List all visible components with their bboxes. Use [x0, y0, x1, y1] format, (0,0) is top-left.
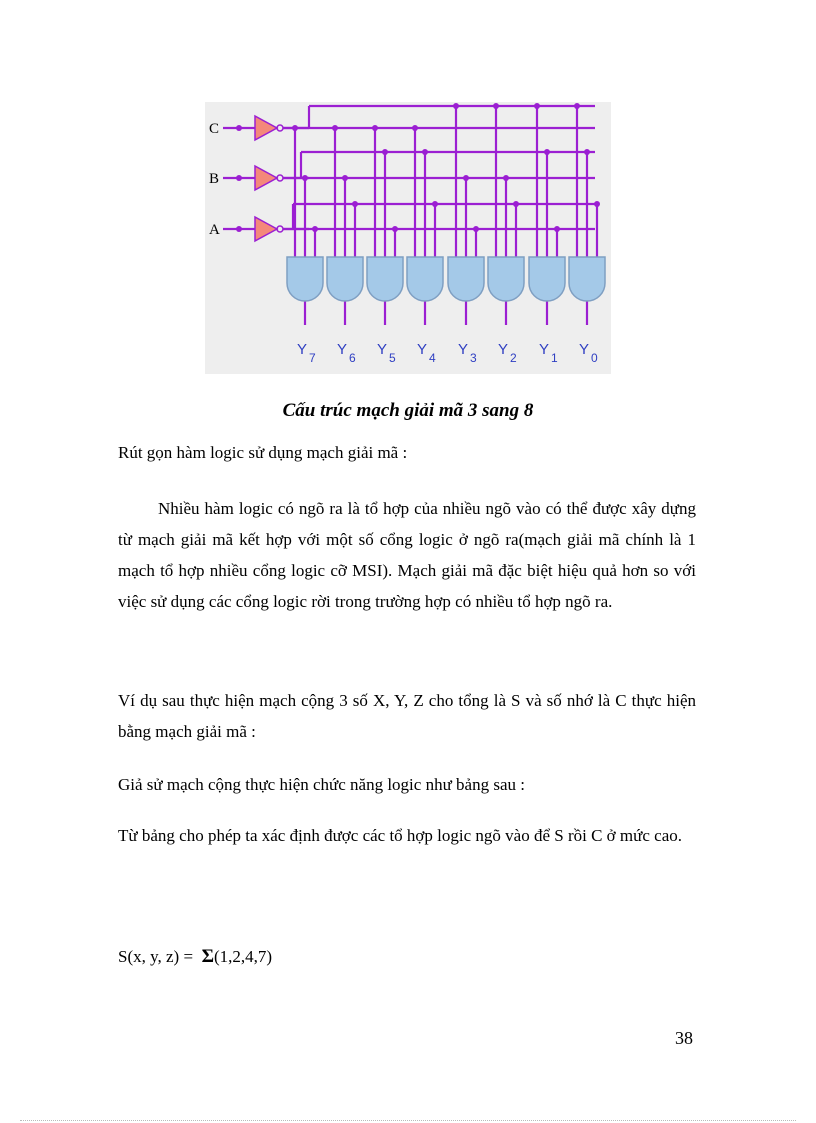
and-gate-y0 [569, 257, 605, 301]
and-gate-y2 [488, 257, 524, 301]
junction-dot [422, 149, 428, 155]
and-gate-y7 [287, 257, 323, 301]
paragraph-assumption: Giả sử mạch cộng thực hiện chức năng logic như bảng sau : [118, 775, 525, 794]
page-bottom-border [20, 1120, 796, 1121]
output-label-y4: Y $_4$ [417, 341, 436, 365]
junction-dot [236, 226, 242, 232]
paragraph-intro: Rút gọn hàm logic sử dụng mạch giải mã : [118, 443, 408, 462]
paragraph-table-note: Từ bảng cho phép ta xác định được các tổ hợp logic ngõ vào để S rồi C ở mức cao. [118, 826, 682, 845]
output-label-y1: Y $_1$ [539, 341, 558, 365]
paragraph-example: Ví dụ sau thực hiện mạch cộng 3 số X, Y, Z cho tổng là S và số nhớ là C thực hiện bằng mạch giải mã : [118, 691, 696, 741]
junction-dot [392, 226, 398, 232]
and-gate-y4 [407, 257, 443, 301]
output-label-y7: Y $_7$ [297, 341, 316, 365]
junction-dot [574, 103, 580, 109]
junction-dot [554, 226, 560, 232]
junction-dot [332, 125, 338, 131]
junction-dot [432, 201, 438, 207]
junction-dot [372, 125, 378, 131]
junction-dot [493, 103, 499, 109]
junction-dot [513, 201, 519, 207]
output-label-y0: Y $_0$ [579, 341, 598, 365]
output-label-y6: Y $_6$ [337, 341, 356, 365]
junction-dot [236, 175, 242, 181]
junction-dot [534, 103, 540, 109]
junction-dot [352, 201, 358, 207]
paragraph-decoder-logic: Nhiều hàm logic có ngõ ra là tổ hợp của nhiều ngõ vào có thể được xây dựng từ mạch giải mã kết hợp với một số cổng logic ở ngõ ra(mạch giải mã chính là 1 mạch tổ hợp nhiều cổng logic cỡ MSI). Mạch giải mã đặc biệt hiệu quả hơn so với việc sử dụng các cổng logic rời trong trường hợp có nhiều tổ hợp ngõ ra. [118, 499, 696, 611]
junction-dot [584, 149, 590, 155]
junction-dot [312, 226, 318, 232]
input-label-a: A [209, 222, 220, 238]
output-label-y2: Y $_2$ [498, 341, 517, 365]
junction-dot [594, 201, 600, 207]
junction-dot [342, 175, 348, 181]
diagram-background [205, 102, 611, 374]
junction-dot [236, 125, 242, 131]
junction-dot [463, 175, 469, 181]
sum-formula [118, 946, 272, 968]
sigma-symbol: Σ [201, 946, 214, 967]
figure-caption: Cấu trúc mạch giải mã 3 sang 8 [282, 400, 534, 421]
junction-dot [302, 175, 308, 181]
and-gate-y5 [367, 257, 403, 301]
and-gate-y1 [529, 257, 565, 301]
formula-rhs: (1,2,4,7) [214, 947, 273, 966]
output-label-y5: Y $_5$ [377, 341, 396, 365]
decoder-3-to-8-diagram [205, 102, 611, 374]
junction-dot [453, 103, 459, 109]
page-number: 38 [675, 1028, 693, 1048]
junction-dot [292, 125, 298, 131]
junction-dot [412, 125, 418, 131]
and-gate-y6 [327, 257, 363, 301]
output-label-y3: Y $_3$ [458, 341, 477, 365]
formula-lhs: S(x, y, z) = [118, 947, 202, 966]
input-label-c: C [209, 121, 220, 137]
junction-dot [382, 149, 388, 155]
input-label-b: B [209, 171, 220, 187]
junction-dot [503, 175, 509, 181]
and-gate-y3 [448, 257, 484, 301]
junction-dot [473, 226, 479, 232]
junction-dot [544, 149, 550, 155]
